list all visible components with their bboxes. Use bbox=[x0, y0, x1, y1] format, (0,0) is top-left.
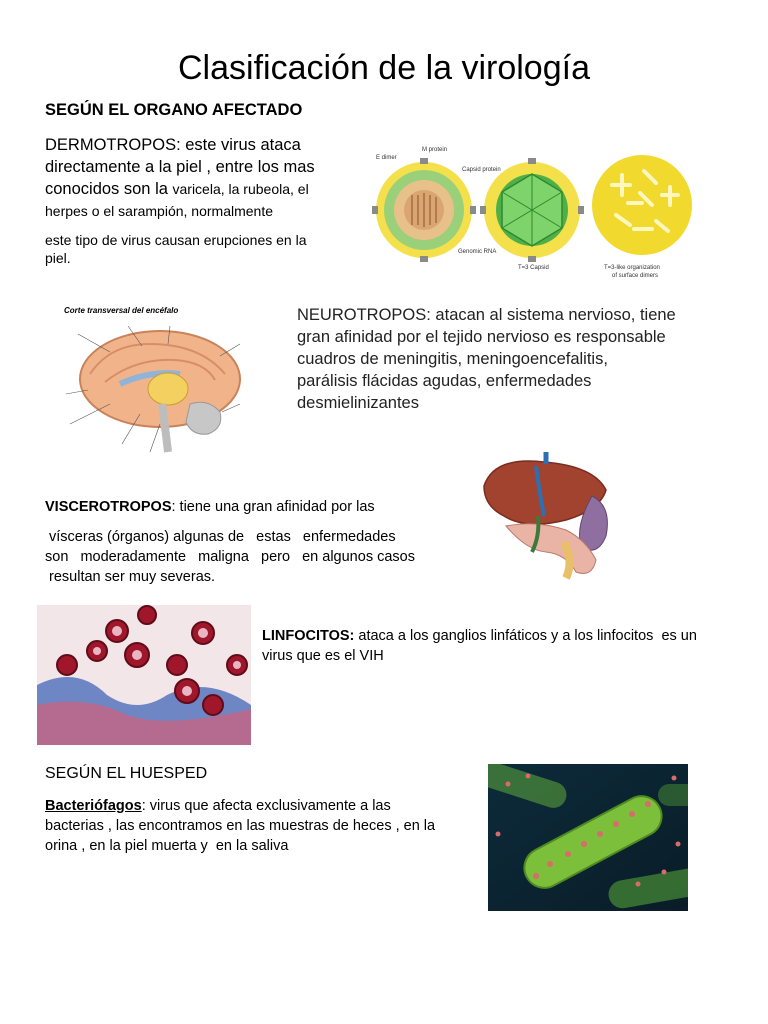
neuro-line-4: parálisis flácidas agudas, enfermedades bbox=[297, 372, 592, 390]
viscero-line-3: son moderadamente maligna pero en algunos casos bbox=[45, 549, 415, 565]
bacterio-line-2: bacterias , las encontramos en las muestras de heces , en la bbox=[45, 818, 436, 834]
viscero-line-1: : tiene una gran afinidad por las bbox=[171, 499, 375, 515]
neuro-line-2: gran afinidad por el tejido nervioso es responsable bbox=[297, 328, 666, 346]
brain-figure-title: Corte transversal del encéfalo bbox=[64, 306, 179, 315]
viscero-line-2: vísceras (órganos) algunas de estas enfermedades bbox=[45, 529, 396, 545]
bacterio-line-1-text: : virus que afecta exclusivamente a las bbox=[141, 798, 391, 814]
viscerotropos-heading-line bbox=[45, 497, 375, 517]
linfocitos-paragraph bbox=[262, 626, 732, 666]
bacterio-line-1 bbox=[45, 796, 465, 816]
virion-surface-dimers bbox=[592, 155, 692, 255]
viscero-line-4: resultan ser muy severas. bbox=[45, 569, 216, 585]
neurotropos-paragraph bbox=[297, 304, 737, 414]
dermo-line-4: herpes o el sarampión, normalmente bbox=[45, 203, 274, 219]
viscerotropos-label: VISCEROTROPOS bbox=[45, 499, 172, 515]
label-t3-capsid: T=3 Capsid bbox=[518, 265, 549, 271]
linfo-line-2: virus que es el VIH bbox=[262, 648, 384, 664]
bacteriofagos-paragraph bbox=[45, 796, 465, 856]
dermo-line-3a: conocidos son la bbox=[45, 180, 173, 198]
neuro-line-3: cuadros de meningitis, meningoencefalitis, bbox=[297, 350, 608, 368]
linfo-line-1 bbox=[262, 626, 732, 646]
label-genomic-rna: Genomic RNA bbox=[458, 249, 497, 255]
dermo-line-5: este tipo de virus causan erupciones en la bbox=[45, 232, 307, 248]
linfo-line-1-text: ataca a los ganglios linfáticos y a los linfocitos es un bbox=[354, 628, 697, 644]
dermo-line-3 bbox=[45, 178, 355, 201]
dermo-line-2: directamente a la piel , entre los mas bbox=[45, 158, 315, 176]
virion-capsid bbox=[484, 162, 580, 258]
section-heading-organ: SEGÚN EL ORGANO AFECTADO bbox=[45, 101, 303, 119]
label-capsid-protein: Capsid protein bbox=[462, 167, 501, 173]
bacterio-line-3: orina , en la piel muerta y en la saliva bbox=[45, 838, 289, 854]
neuro-line-5: desmielinizantes bbox=[297, 394, 419, 412]
label-t3-like: T=3-like organization bbox=[604, 265, 660, 271]
liver-figure bbox=[476, 446, 616, 586]
bacteriophage-illustration bbox=[488, 764, 688, 911]
viscerotropos-body bbox=[45, 527, 435, 587]
dermo-line-3b: varicela, la rubeola, el bbox=[172, 181, 309, 197]
brain-cross-section-figure bbox=[50, 304, 265, 464]
label-surface-dimers: of surface dimers bbox=[612, 273, 659, 279]
lymphocyte-micrograph bbox=[37, 605, 251, 745]
label-m-protein: M protein bbox=[422, 147, 448, 153]
label-e-dimer: E dimer bbox=[376, 155, 397, 161]
dermo-line-1: DERMOTROPOS: este virus ataca bbox=[45, 136, 301, 154]
section-heading-host: SEGÚN EL HUESPED bbox=[45, 765, 208, 782]
neuro-line-1: NEUROTROPOS: atacan al sistema nervioso, tiene bbox=[297, 306, 676, 324]
dermo-line-6: piel. bbox=[45, 250, 71, 266]
virus-structure-figure bbox=[372, 145, 702, 285]
dermotropos-paragraph bbox=[45, 134, 355, 221]
linfocitos-label: LINFOCITOS: bbox=[262, 628, 355, 644]
page-title: Clasificación de la virología bbox=[178, 49, 590, 87]
bacteriofagos-label: Bacteriófagos bbox=[45, 798, 142, 814]
virion-cross-section bbox=[376, 162, 472, 258]
